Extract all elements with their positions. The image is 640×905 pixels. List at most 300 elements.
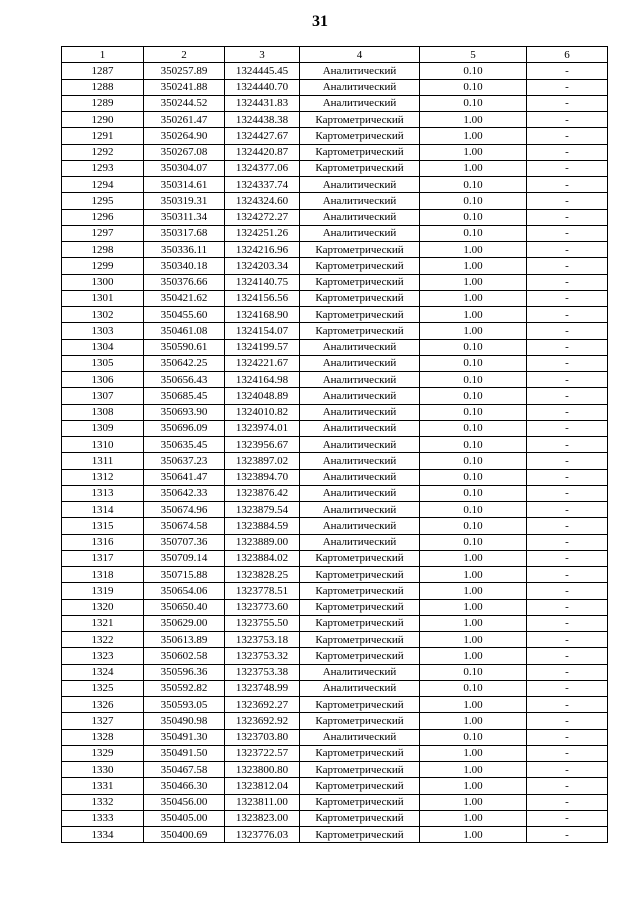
table-row	[62, 729, 608, 745]
point-number-cell: 1327	[62, 713, 144, 729]
x-coordinate-cell: 350461.08	[144, 323, 225, 339]
accuracy-cell: 1.00	[420, 648, 527, 664]
note-cell: -	[527, 697, 608, 713]
method-cell: Аналитический	[300, 518, 420, 534]
table-row	[62, 209, 608, 225]
method-cell: Картометрический	[300, 615, 420, 631]
y-coordinate-cell: 1324438.38	[225, 112, 300, 128]
note-cell: -	[527, 599, 608, 615]
method-cell: Аналитический	[300, 95, 420, 111]
accuracy-cell: 0.10	[420, 177, 527, 193]
table-row	[62, 95, 608, 111]
x-coordinate-cell: 350491.30	[144, 729, 225, 745]
x-coordinate-cell: 350696.09	[144, 420, 225, 436]
y-coordinate-cell: 1324431.83	[225, 95, 300, 111]
accuracy-cell: 1.00	[420, 827, 527, 843]
method-cell: Аналитический	[300, 388, 420, 404]
x-coordinate-cell: 350400.69	[144, 827, 225, 843]
note-cell: -	[527, 323, 608, 339]
point-number-cell: 1315	[62, 518, 144, 534]
method-cell: Аналитический	[300, 209, 420, 225]
table-row	[62, 420, 608, 436]
x-coordinate-cell: 350304.07	[144, 160, 225, 176]
method-cell: Картометрический	[300, 632, 420, 648]
method-cell: Аналитический	[300, 534, 420, 550]
point-number-cell: 1333	[62, 810, 144, 826]
point-number-cell: 1302	[62, 307, 144, 323]
note-cell: -	[527, 372, 608, 388]
point-number-cell: 1287	[62, 63, 144, 79]
method-cell: Аналитический	[300, 729, 420, 745]
point-number-cell: 1290	[62, 112, 144, 128]
table-row	[62, 502, 608, 518]
accuracy-cell: 0.10	[420, 469, 527, 485]
y-coordinate-cell: 1323956.67	[225, 437, 300, 453]
y-coordinate-cell: 1324048.89	[225, 388, 300, 404]
y-coordinate-cell: 1323897.02	[225, 453, 300, 469]
note-cell: -	[527, 827, 608, 843]
y-coordinate-cell: 1324337.74	[225, 177, 300, 193]
table-row	[62, 567, 608, 583]
y-coordinate-cell: 1323755.50	[225, 615, 300, 631]
point-number-cell: 1314	[62, 502, 144, 518]
accuracy-cell: 0.10	[420, 664, 527, 680]
x-coordinate-cell: 350267.08	[144, 144, 225, 160]
x-coordinate-cell: 350264.90	[144, 128, 225, 144]
note-cell: -	[527, 193, 608, 209]
y-coordinate-cell: 1324420.87	[225, 144, 300, 160]
table-row	[62, 713, 608, 729]
method-cell: Аналитический	[300, 79, 420, 95]
point-number-cell: 1313	[62, 485, 144, 501]
table-row	[62, 323, 608, 339]
y-coordinate-cell: 1323722.57	[225, 745, 300, 761]
note-cell: -	[527, 307, 608, 323]
accuracy-cell: 1.00	[420, 307, 527, 323]
y-coordinate-cell: 1324154.07	[225, 323, 300, 339]
accuracy-cell: 0.10	[420, 485, 527, 501]
y-coordinate-cell: 1323800.80	[225, 762, 300, 778]
table-row	[62, 177, 608, 193]
table-row	[62, 599, 608, 615]
method-cell: Картометрический	[300, 827, 420, 843]
table-row	[62, 355, 608, 371]
method-cell: Картометрический	[300, 290, 420, 306]
method-cell: Картометрический	[300, 112, 420, 128]
point-number-cell: 1326	[62, 697, 144, 713]
table-row	[62, 615, 608, 631]
x-coordinate-cell: 350641.47	[144, 469, 225, 485]
table-row	[62, 745, 608, 761]
point-number-cell: 1310	[62, 437, 144, 453]
point-number-cell: 1291	[62, 128, 144, 144]
y-coordinate-cell: 1323748.99	[225, 680, 300, 696]
y-coordinate-cell: 1323811.00	[225, 794, 300, 810]
table-row	[62, 632, 608, 648]
table-row	[62, 534, 608, 550]
point-number-cell: 1293	[62, 160, 144, 176]
note-cell: -	[527, 583, 608, 599]
accuracy-cell: 0.10	[420, 355, 527, 371]
point-number-cell: 1303	[62, 323, 144, 339]
note-cell: -	[527, 615, 608, 631]
note-cell: -	[527, 209, 608, 225]
accuracy-cell: 1.00	[420, 762, 527, 778]
accuracy-cell: 0.10	[420, 680, 527, 696]
method-cell: Аналитический	[300, 664, 420, 680]
note-cell: -	[527, 518, 608, 534]
table-header-row	[62, 47, 608, 63]
method-cell: Аналитический	[300, 177, 420, 193]
note-cell: -	[527, 437, 608, 453]
note-cell: -	[527, 258, 608, 274]
method-cell: Картометрический	[300, 745, 420, 761]
note-cell: -	[527, 388, 608, 404]
accuracy-cell: 1.00	[420, 112, 527, 128]
method-cell: Картометрический	[300, 160, 420, 176]
note-cell: -	[527, 225, 608, 241]
y-coordinate-cell: 1324440.70	[225, 79, 300, 95]
accuracy-cell: 0.10	[420, 63, 527, 79]
accuracy-cell: 0.10	[420, 388, 527, 404]
method-cell: Картометрический	[300, 258, 420, 274]
x-coordinate-cell: 350709.14	[144, 550, 225, 566]
x-coordinate-cell: 350592.82	[144, 680, 225, 696]
table-row	[62, 648, 608, 664]
x-coordinate-cell: 350656.43	[144, 372, 225, 388]
point-number-cell: 1329	[62, 745, 144, 761]
x-coordinate-cell: 350340.18	[144, 258, 225, 274]
accuracy-cell: 1.00	[420, 258, 527, 274]
point-number-cell: 1298	[62, 242, 144, 258]
accuracy-cell: 1.00	[420, 550, 527, 566]
point-number-cell: 1332	[62, 794, 144, 810]
y-coordinate-cell: 1324324.60	[225, 193, 300, 209]
y-coordinate-cell: 1323753.18	[225, 632, 300, 648]
accuracy-cell: 1.00	[420, 778, 527, 794]
point-number-cell: 1328	[62, 729, 144, 745]
point-number-cell: 1330	[62, 762, 144, 778]
x-coordinate-cell: 350590.61	[144, 339, 225, 355]
note-cell: -	[527, 632, 608, 648]
x-coordinate-cell: 350613.89	[144, 632, 225, 648]
table-row	[62, 778, 608, 794]
y-coordinate-cell: 1323823.00	[225, 810, 300, 826]
note-cell: -	[527, 63, 608, 79]
column-header: 6	[527, 47, 608, 63]
note-cell: -	[527, 404, 608, 420]
x-coordinate-cell: 350466.30	[144, 778, 225, 794]
y-coordinate-cell: 1323812.04	[225, 778, 300, 794]
point-number-cell: 1324	[62, 664, 144, 680]
note-cell: -	[527, 680, 608, 696]
note-cell: -	[527, 485, 608, 501]
accuracy-cell: 0.10	[420, 453, 527, 469]
point-number-cell: 1295	[62, 193, 144, 209]
table-body	[62, 63, 608, 843]
accuracy-cell: 0.10	[420, 339, 527, 355]
point-number-cell: 1297	[62, 225, 144, 241]
method-cell: Аналитический	[300, 339, 420, 355]
accuracy-cell: 1.00	[420, 567, 527, 583]
accuracy-cell: 0.10	[420, 437, 527, 453]
x-coordinate-cell: 350491.50	[144, 745, 225, 761]
point-number-cell: 1299	[62, 258, 144, 274]
table-row	[62, 193, 608, 209]
method-cell: Аналитический	[300, 680, 420, 696]
y-coordinate-cell: 1324445.45	[225, 63, 300, 79]
method-cell: Картометрический	[300, 583, 420, 599]
table-row	[62, 794, 608, 810]
x-coordinate-cell: 350241.88	[144, 79, 225, 95]
note-cell: -	[527, 79, 608, 95]
column-header: 1	[62, 47, 144, 63]
table-row	[62, 274, 608, 290]
y-coordinate-cell: 1324168.90	[225, 307, 300, 323]
table-row	[62, 290, 608, 306]
table-row	[62, 550, 608, 566]
method-cell: Аналитический	[300, 355, 420, 371]
point-number-cell: 1325	[62, 680, 144, 696]
point-number-cell: 1317	[62, 550, 144, 566]
table-row	[62, 583, 608, 599]
method-cell: Картометрический	[300, 144, 420, 160]
point-number-cell: 1331	[62, 778, 144, 794]
x-coordinate-cell: 350674.96	[144, 502, 225, 518]
note-cell: -	[527, 177, 608, 193]
note-cell: -	[527, 502, 608, 518]
y-coordinate-cell: 1323753.32	[225, 648, 300, 664]
x-coordinate-cell: 350405.00	[144, 810, 225, 826]
note-cell: -	[527, 745, 608, 761]
method-cell: Аналитический	[300, 404, 420, 420]
note-cell: -	[527, 339, 608, 355]
accuracy-cell: 1.00	[420, 128, 527, 144]
note-cell: -	[527, 144, 608, 160]
x-coordinate-cell: 350637.23	[144, 453, 225, 469]
y-coordinate-cell: 1323753.38	[225, 664, 300, 680]
table-row	[62, 160, 608, 176]
x-coordinate-cell: 350261.47	[144, 112, 225, 128]
point-number-cell: 1334	[62, 827, 144, 843]
table-row	[62, 63, 608, 79]
method-cell: Картометрический	[300, 128, 420, 144]
point-number-cell: 1309	[62, 420, 144, 436]
accuracy-cell: 1.00	[420, 160, 527, 176]
method-cell: Аналитический	[300, 502, 420, 518]
point-number-cell: 1289	[62, 95, 144, 111]
note-cell: -	[527, 95, 608, 111]
method-cell: Картометрический	[300, 794, 420, 810]
method-cell: Картометрический	[300, 648, 420, 664]
x-coordinate-cell: 350642.33	[144, 485, 225, 501]
x-coordinate-cell: 350693.90	[144, 404, 225, 420]
note-cell: -	[527, 274, 608, 290]
x-coordinate-cell: 350376.66	[144, 274, 225, 290]
x-coordinate-cell: 350314.61	[144, 177, 225, 193]
point-number-cell: 1323	[62, 648, 144, 664]
table-row	[62, 242, 608, 258]
point-number-cell: 1318	[62, 567, 144, 583]
y-coordinate-cell: 1323692.92	[225, 713, 300, 729]
page-number: 31	[312, 13, 328, 30]
x-coordinate-cell: 350317.68	[144, 225, 225, 241]
method-cell: Картометрический	[300, 307, 420, 323]
y-coordinate-cell: 1323776.03	[225, 827, 300, 843]
table-row	[62, 144, 608, 160]
accuracy-cell: 1.00	[420, 144, 527, 160]
x-coordinate-cell: 350707.36	[144, 534, 225, 550]
accuracy-cell: 0.10	[420, 372, 527, 388]
note-cell: -	[527, 778, 608, 794]
x-coordinate-cell: 350456.00	[144, 794, 225, 810]
x-coordinate-cell: 350421.62	[144, 290, 225, 306]
y-coordinate-cell: 1323773.60	[225, 599, 300, 615]
y-coordinate-cell: 1323879.54	[225, 502, 300, 518]
point-number-cell: 1305	[62, 355, 144, 371]
accuracy-cell: 1.00	[420, 323, 527, 339]
accuracy-cell: 0.10	[420, 420, 527, 436]
table-row	[62, 810, 608, 826]
accuracy-cell: 1.00	[420, 615, 527, 631]
point-number-cell: 1319	[62, 583, 144, 599]
accuracy-cell: 0.10	[420, 502, 527, 518]
point-number-cell: 1306	[62, 372, 144, 388]
x-coordinate-cell: 350602.58	[144, 648, 225, 664]
y-coordinate-cell: 1323889.00	[225, 534, 300, 550]
note-cell: -	[527, 160, 608, 176]
note-cell: -	[527, 290, 608, 306]
y-coordinate-cell: 1324140.75	[225, 274, 300, 290]
note-cell: -	[527, 729, 608, 745]
note-cell: -	[527, 567, 608, 583]
y-coordinate-cell: 1323778.51	[225, 583, 300, 599]
point-number-cell: 1307	[62, 388, 144, 404]
table-row	[62, 827, 608, 843]
point-number-cell: 1294	[62, 177, 144, 193]
table-row	[62, 469, 608, 485]
y-coordinate-cell: 1324010.82	[225, 404, 300, 420]
table-row	[62, 339, 608, 355]
column-header: 3	[225, 47, 300, 63]
table-row	[62, 453, 608, 469]
accuracy-cell: 0.10	[420, 79, 527, 95]
x-coordinate-cell: 350311.34	[144, 209, 225, 225]
method-cell: Аналитический	[300, 469, 420, 485]
accuracy-cell: 0.10	[420, 209, 527, 225]
y-coordinate-cell: 1323828.25	[225, 567, 300, 583]
note-cell: -	[527, 469, 608, 485]
x-coordinate-cell: 350650.40	[144, 599, 225, 615]
x-coordinate-cell: 350642.25	[144, 355, 225, 371]
x-coordinate-cell: 350596.36	[144, 664, 225, 680]
method-cell: Картометрический	[300, 762, 420, 778]
note-cell: -	[527, 550, 608, 566]
point-number-cell: 1322	[62, 632, 144, 648]
x-coordinate-cell: 350257.89	[144, 63, 225, 79]
accuracy-cell: 0.10	[420, 193, 527, 209]
method-cell: Картометрический	[300, 242, 420, 258]
note-cell: -	[527, 242, 608, 258]
x-coordinate-cell: 350654.06	[144, 583, 225, 599]
table-row	[62, 437, 608, 453]
point-number-cell: 1308	[62, 404, 144, 420]
y-coordinate-cell: 1323876.42	[225, 485, 300, 501]
point-number-cell: 1320	[62, 599, 144, 615]
table-row	[62, 664, 608, 680]
y-coordinate-cell: 1324427.67	[225, 128, 300, 144]
point-number-cell: 1312	[62, 469, 144, 485]
note-cell: -	[527, 713, 608, 729]
point-number-cell: 1311	[62, 453, 144, 469]
method-cell: Картометрический	[300, 323, 420, 339]
table-row	[62, 388, 608, 404]
note-cell: -	[527, 112, 608, 128]
accuracy-cell: 1.00	[420, 274, 527, 290]
y-coordinate-cell: 1324216.96	[225, 242, 300, 258]
y-coordinate-cell: 1323894.70	[225, 469, 300, 485]
method-cell: Картометрический	[300, 550, 420, 566]
column-header: 4	[300, 47, 420, 63]
note-cell: -	[527, 762, 608, 778]
note-cell: -	[527, 128, 608, 144]
point-number-cell: 1296	[62, 209, 144, 225]
x-coordinate-cell: 350490.98	[144, 713, 225, 729]
note-cell: -	[527, 420, 608, 436]
y-coordinate-cell: 1324203.34	[225, 258, 300, 274]
accuracy-cell: 1.00	[420, 794, 527, 810]
method-cell: Картометрический	[300, 713, 420, 729]
column-header: 2	[144, 47, 225, 63]
note-cell: -	[527, 453, 608, 469]
note-cell: -	[527, 534, 608, 550]
x-coordinate-cell: 350467.58	[144, 762, 225, 778]
method-cell: Аналитический	[300, 372, 420, 388]
y-coordinate-cell: 1323884.59	[225, 518, 300, 534]
table-row	[62, 697, 608, 713]
method-cell: Аналитический	[300, 63, 420, 79]
accuracy-cell: 1.00	[420, 745, 527, 761]
method-cell: Картометрический	[300, 810, 420, 826]
accuracy-cell: 1.00	[420, 599, 527, 615]
note-cell: -	[527, 810, 608, 826]
note-cell: -	[527, 355, 608, 371]
table-row	[62, 79, 608, 95]
column-header: 5	[420, 47, 527, 63]
accuracy-cell: 0.10	[420, 95, 527, 111]
y-coordinate-cell: 1324221.67	[225, 355, 300, 371]
method-cell: Аналитический	[300, 225, 420, 241]
table-row	[62, 258, 608, 274]
accuracy-cell: 1.00	[420, 810, 527, 826]
accuracy-cell: 0.10	[420, 534, 527, 550]
table-row	[62, 762, 608, 778]
table-row	[62, 404, 608, 420]
y-coordinate-cell: 1324272.27	[225, 209, 300, 225]
method-cell: Картометрический	[300, 778, 420, 794]
table-row	[62, 485, 608, 501]
accuracy-cell: 0.10	[420, 404, 527, 420]
accuracy-cell: 1.00	[420, 697, 527, 713]
method-cell: Картометрический	[300, 567, 420, 583]
y-coordinate-cell: 1324164.98	[225, 372, 300, 388]
method-cell: Аналитический	[300, 453, 420, 469]
y-coordinate-cell: 1323884.02	[225, 550, 300, 566]
table-row	[62, 680, 608, 696]
table-row	[62, 518, 608, 534]
y-coordinate-cell: 1323974.01	[225, 420, 300, 436]
method-cell: Аналитический	[300, 437, 420, 453]
